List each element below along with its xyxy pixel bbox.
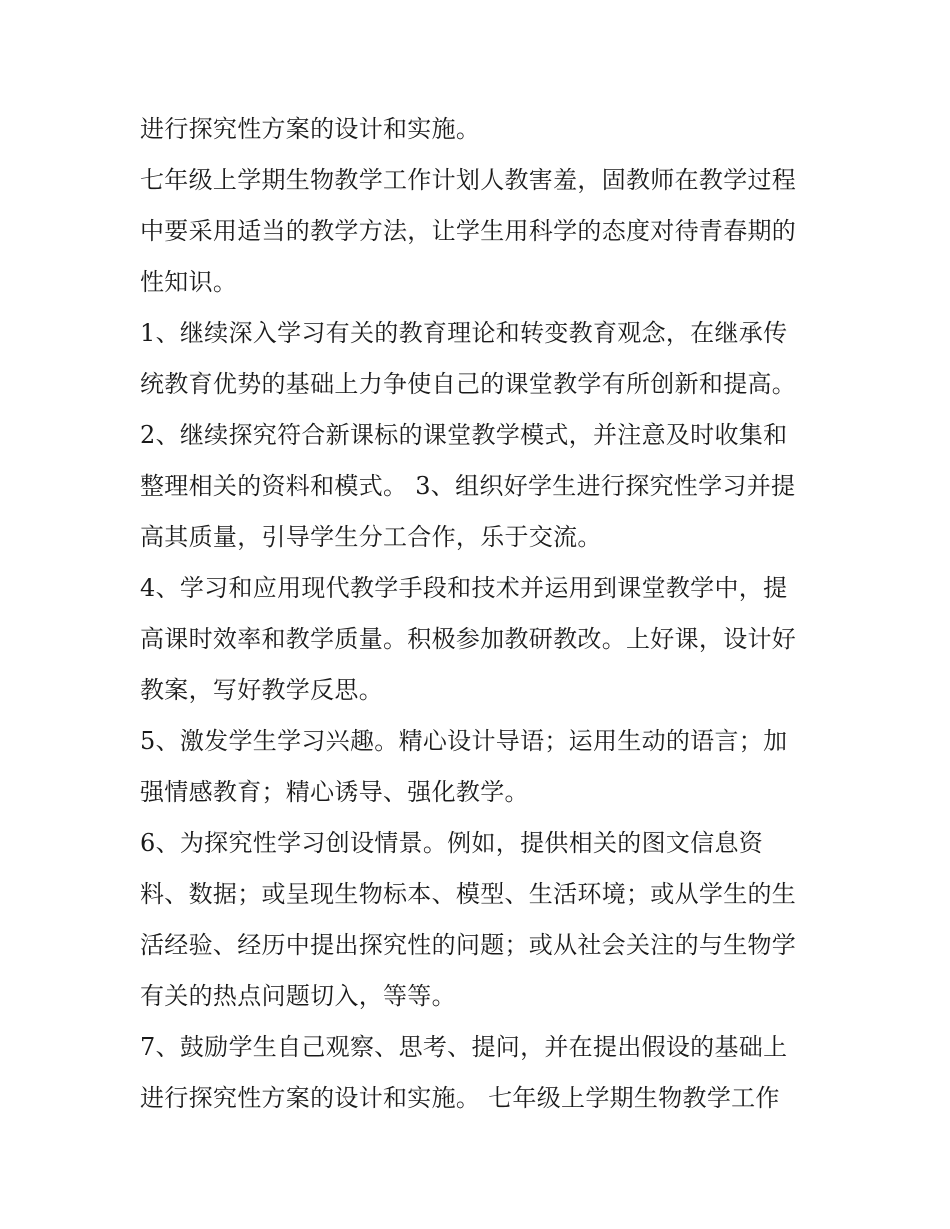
text-line: 料、数据；或呈现生物标本、模型、生活环境；或从学生的生 [140,880,797,908]
text-line: 统教育优势的基础上力争使自己的课堂教学有所创新和提高。 [140,370,797,398]
text-line: 2、继续探究符合新课标的课堂教学模式，并注意及时收集和 [140,421,788,449]
text-line: 七年级上学期生物教学工作计划人教害羞，固教师在教学过程 [140,166,797,194]
text-line: 进行探究性方案的设计和实施。 [140,115,481,143]
text-line: 中要采用适当的教学方法，让学生用科学的态度对待青春期的 [140,217,797,245]
text-line: 高其质量，引导学生分工合作，乐于交流。 [140,523,602,551]
text-line: 高课时效率和教学质量。积极参加教研教改。上好课，设计好 [140,625,797,653]
text-line: 活经验、经历中提出探究性的问题；或从社会关注的与生物学 [140,931,797,959]
text-line: 进行探究性方案的设计和实施。 七年级上学期生物教学工作 [140,1084,780,1112]
text-line: 7、鼓励学生自己观察、思考、提问，并在提出假设的基础上 [140,1033,788,1061]
text-line: 强情感教育；精心诱导、强化教学。 [140,778,529,806]
text-line: 5、激发学生学习兴趣。精心设计导语；运用生动的语言；加 [140,727,788,755]
text-line: 6、为探究性学习创设情景。例如，提供相关的图文信息资 [140,829,764,857]
text-line: 性知识。 [140,268,238,296]
text-line: 4、学习和应用现代教学手段和技术并运用到课堂教学中，提 [140,574,788,602]
text-line: 有关的热点问题切入，等等。 [140,982,456,1010]
text-line: 1、继续深入学习有关的教育理论和转变教育观念，在继承传 [140,319,788,347]
text-line: 整理相关的资料和模式。 3、组织好学生进行探究性学习并提 [140,472,796,500]
text-line: 教案，写好教学反思。 [140,676,383,704]
